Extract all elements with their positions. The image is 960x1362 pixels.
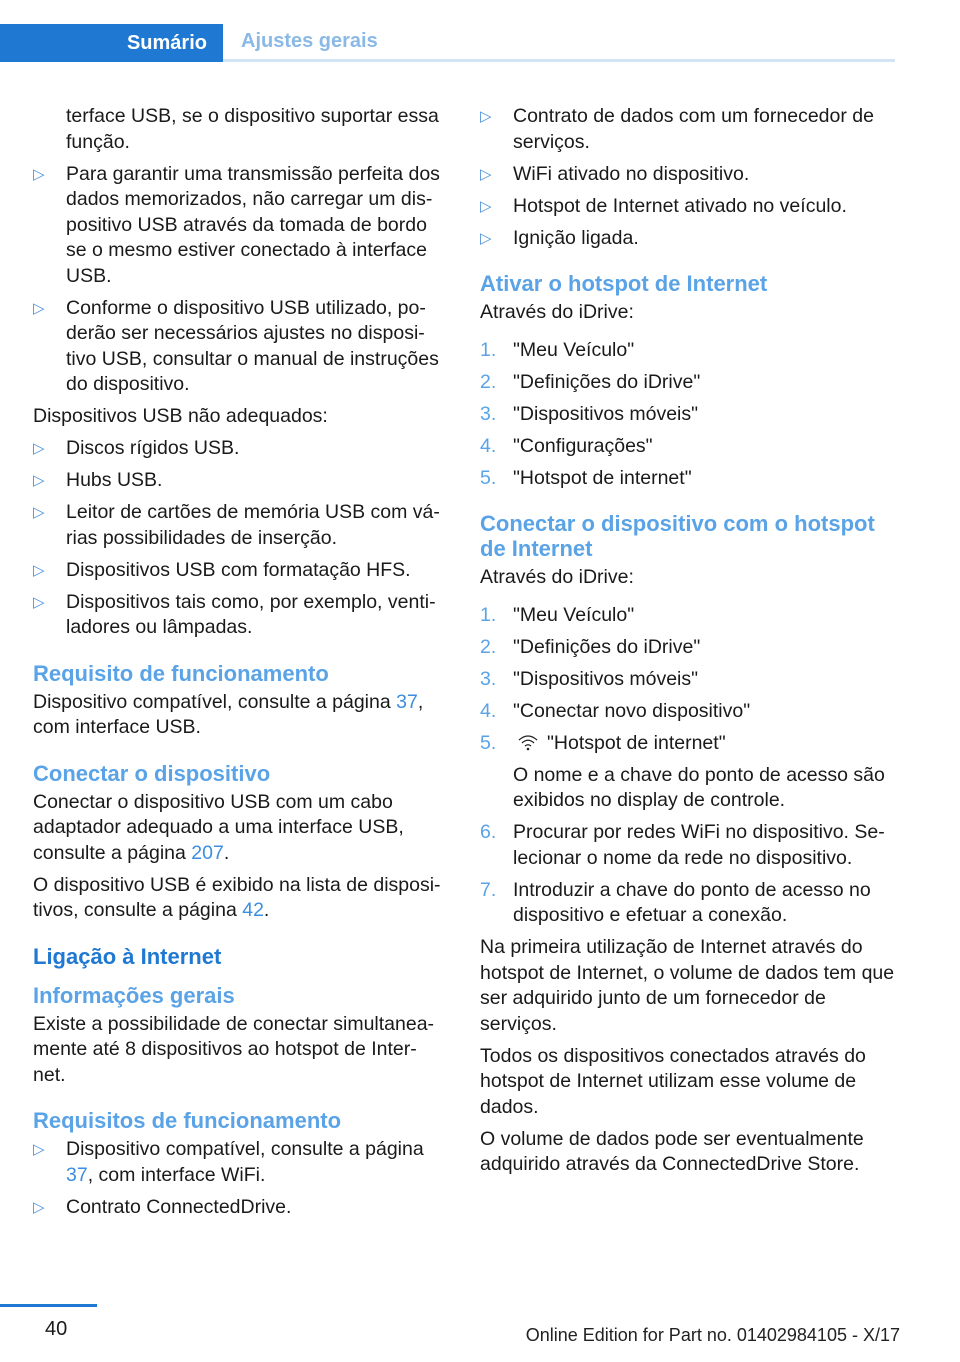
section-heading: Requisito de funcionamento: [33, 660, 329, 686]
text: Dispositivo compatível, consulte a página: [66, 1138, 424, 1160]
triangle-bullet-icon: ▷: [33, 1141, 45, 1158]
footer-rule: [0, 1304, 97, 1307]
list-item: [33, 558, 448, 584]
step-number: 5.: [480, 466, 497, 489]
list-item-text: Discos rígidos USB.: [66, 437, 240, 459]
numbered-step: [480, 878, 895, 929]
step-number: 2.: [480, 370, 497, 393]
step-text: "Hotspot de internet": [547, 731, 726, 754]
section-heading: Conectar o dispositivo com o hotspot de Internet: [480, 511, 875, 561]
list-item: [33, 296, 448, 398]
numbered-step: [480, 635, 895, 661]
list-item-text: Conforme o dispositivo USB utilizado, po-derão ser necessários ajustes no disposi-tivo USB, consultar o manual de instruções do dispositivo.: [66, 296, 439, 395]
step-number: 3.: [480, 402, 497, 425]
paragraph: Na primeira utilização de Internet através do hotspot de Internet, o volume de dados tem que ser adquirido junto de um fornecedor de serviços.: [480, 936, 895, 1035]
numbered-step: [480, 370, 895, 396]
list-item: [33, 1137, 448, 1188]
numbered-step: [480, 402, 895, 428]
step-text: "Meu Veículo": [513, 338, 635, 361]
list-item-text: Ignição ligada.: [513, 226, 639, 249]
step-text: "Meu Veículo": [513, 603, 635, 626]
step-text: "Dispositivos móveis": [513, 402, 699, 425]
list-item: [480, 194, 895, 220]
text: .: [263, 899, 270, 921]
list-item: [33, 436, 448, 462]
list-item-text: Dispositivos tais como, por exemplo, venti-ladores ou lâmpadas.: [66, 590, 436, 638]
page-link[interactable]: 37: [66, 1163, 88, 1186]
section-heading: Conectar o dispositivo: [33, 760, 271, 786]
paragraph: [33, 690, 448, 741]
page-link[interactable]: 207: [191, 841, 224, 864]
numbered-step: [480, 466, 895, 492]
edition-note: Online Edition for Part no. 01402984105 - X/17: [525, 1325, 900, 1345]
list-item: [480, 226, 895, 252]
text: Conectar o dispositivo USB com um cabo adaptador adequado a uma interface USB, consulte a página: [33, 790, 404, 864]
numbered-step: [480, 434, 895, 460]
triangle-bullet-icon: ▷: [33, 1198, 45, 1216]
step-number: 5.: [480, 731, 497, 754]
numbered-step: [480, 338, 895, 364]
list-item: [33, 500, 448, 551]
tab-sumario[interactable]: Sumário: [0, 24, 223, 62]
text: .: [223, 841, 230, 864]
triangle-bullet-icon: ▷: [480, 165, 492, 183]
step-text: "Conectar novo dispositivo": [513, 699, 751, 722]
paragraph: [33, 873, 448, 924]
triangle-bullet-icon: ▷: [33, 593, 45, 611]
list-item-text: Contrato de dados com um fornecedor de serviços.: [513, 105, 874, 153]
list-item-text: Contrato ConnectedDrive.: [66, 1195, 292, 1218]
step-number: 1.: [480, 603, 497, 626]
list-item: [480, 162, 895, 188]
step-number: 1.: [480, 338, 497, 361]
right-column: [480, 104, 895, 1184]
chapter-heading: Ligação à Internet: [33, 943, 222, 969]
paragraph: Dispositivos USB não adequados:: [33, 405, 328, 427]
step-text: "Configurações": [513, 434, 653, 457]
text: Dispositivo compatível, consulte a página: [33, 690, 397, 713]
triangle-bullet-icon: ▷: [480, 197, 492, 215]
paragraph: Todos os dispositivos conectados através do hotspot de Internet utilizam esse volume de dados.: [480, 1044, 866, 1118]
section-heading: Ativar o hotspot de Internet: [480, 271, 768, 296]
text: , com interface WiFi.: [87, 1163, 266, 1186]
list-item: [33, 162, 448, 290]
triangle-bullet-icon: ▷: [33, 165, 45, 183]
triangle-bullet-icon: ▷: [33, 440, 45, 457]
list-item: [33, 590, 448, 641]
list-item-text: Hubs USB.: [66, 469, 163, 491]
list-item: [33, 1195, 448, 1221]
triangle-bullet-icon: ▷: [480, 108, 492, 125]
paragraph: [33, 790, 448, 867]
list-item-text: Leitor de cartões de memória USB com vá-rias possibilidades de inserção.: [66, 501, 440, 549]
triangle-bullet-icon: ▷: [33, 504, 45, 521]
numbered-step: [480, 699, 895, 725]
step-number: 2.: [480, 635, 497, 658]
list-item-text: Hotspot de Internet ativado no veículo.: [513, 194, 847, 217]
numbered-step: [480, 731, 895, 757]
left-column: [33, 104, 448, 1227]
list-item: [33, 468, 448, 494]
step-number: 6.: [480, 821, 497, 843]
paragraph: O volume de dados pode ser eventualmente adquirido através da ConnectedDrive Store.: [480, 1127, 864, 1175]
step-number: 4.: [480, 699, 497, 722]
header-tabs: [0, 24, 895, 62]
paragraph: Existe a possibilidade de conectar simultanea-mente até 8 dispositivos ao hotspot de Inter-net.: [33, 1012, 435, 1086]
tab-ajustes-gerais[interactable]: Ajustes gerais: [223, 24, 895, 62]
text: , com interface USB.: [33, 690, 424, 738]
numbered-step: [480, 820, 895, 871]
page-link[interactable]: 42: [242, 899, 264, 921]
triangle-bullet-icon: ▷: [33, 299, 45, 317]
list-item-text: Dispositivos USB com formatação HFS.: [66, 558, 411, 581]
triangle-bullet-icon: ▷: [33, 472, 45, 489]
list-item: [480, 104, 895, 155]
numbered-step: [480, 667, 895, 693]
step-number: 4.: [480, 434, 497, 457]
paragraph-continuation: terface USB, se o dispositivo suportar essa função.: [66, 105, 439, 153]
page-number: 40: [45, 1318, 68, 1340]
step-number: 3.: [480, 667, 497, 690]
text: O dispositivo USB é exibido na lista de disposi-tivos, consulte a página: [33, 873, 441, 921]
step-text: "Hotspot de internet": [513, 466, 692, 489]
step-text: "Definições do iDrive": [513, 370, 701, 393]
page-link[interactable]: 37: [396, 690, 418, 713]
step-text: "Definições do iDrive": [513, 635, 701, 658]
list-item-text: Para garantir uma transmissão perfeita dos dados memorizados, não carregar um dis-positivo USB através da tomada de bordo se o mesmo estiver conectado à interface USB.: [66, 162, 440, 287]
triangle-bullet-icon: ▷: [33, 561, 45, 579]
section-heading: Requisitos de funcionamento: [33, 1108, 342, 1133]
paragraph: Através do iDrive:: [480, 566, 634, 588]
step-text: "Dispositivos móveis": [513, 667, 699, 690]
list-item-text: WiFi ativado no dispositivo.: [513, 162, 750, 185]
paragraph: Através do iDrive:: [480, 301, 634, 323]
numbered-step: [480, 603, 895, 629]
step-number: 7.: [480, 878, 497, 901]
step-text: Procurar por redes WiFi no dispositivo. Se-lecionar o nome da rede no dispositivo.: [513, 821, 885, 869]
wifi-icon: [517, 733, 539, 751]
step-text: Introduzir a chave do ponto de acesso no dispositivo e efetuar a conexão.: [513, 878, 871, 926]
section-heading: Informações gerais: [33, 982, 235, 1008]
triangle-bullet-icon: ▷: [480, 229, 492, 247]
step-note: O nome e a chave do ponto de acesso são exibidos no display de controle.: [513, 763, 885, 811]
